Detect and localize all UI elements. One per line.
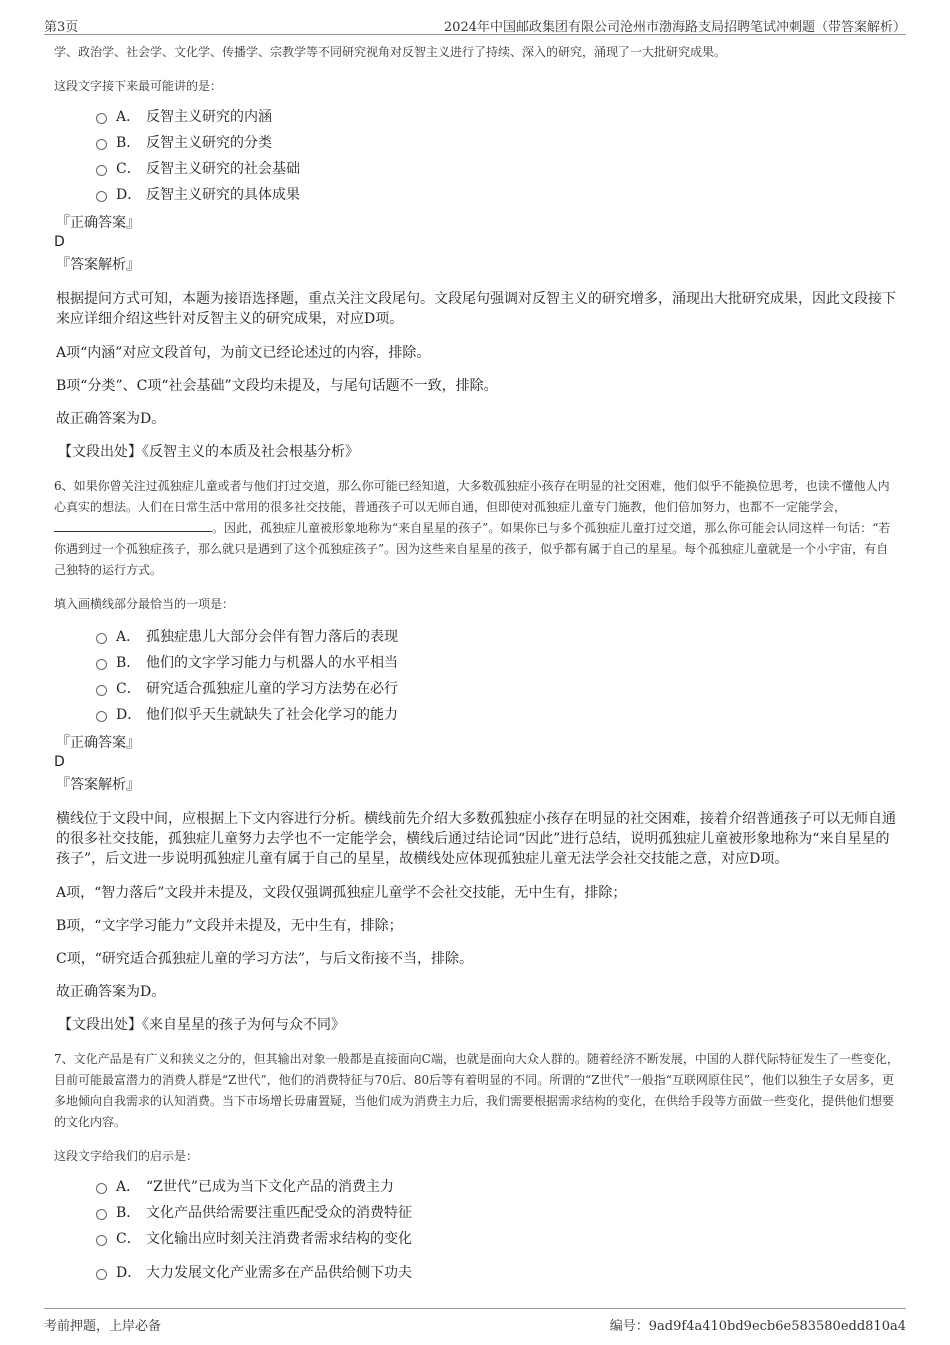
question-prompt: 这段文字给我们的启示是： xyxy=(54,1149,199,1163)
question-prompt: 这段文字接下来最可能讲的是： xyxy=(54,79,223,93)
option-d[interactable]: D． 他们似乎天生就缺失了社会化学习的能力 xyxy=(96,702,900,728)
analysis-paragraph: 根据提问方式可知，本题为接语选择题，重点关注文段尾句。文段尾句强调对反智主义的研究增多，涌现出大批研究成果，因此文段接下来应详细介绍这些针对反智主义的研究成果，对应D项。 xyxy=(56,291,896,327)
radio-icon[interactable] xyxy=(96,1183,107,1194)
option-c[interactable]: C． 研究适合孤独症儿童的学习方法势在必行 xyxy=(96,676,900,702)
option-c[interactable]: C． 反智主义研究的社会基础 xyxy=(96,156,900,182)
radio-icon[interactable] xyxy=(96,685,107,696)
radio-icon[interactable] xyxy=(96,659,107,670)
answer-value: D xyxy=(54,754,65,770)
question-prompt: 填入画横线部分最恰当的一项是： xyxy=(54,597,235,611)
analysis-label: 『答案解析』 xyxy=(56,257,140,273)
question-7 xyxy=(54,1049,900,1286)
document-title: 2024年中国邮政集团有限公司沧州市渤海路支局招聘笔试冲刺题（带答案解析） xyxy=(443,20,906,35)
analysis-paragraph: 故正确答案为D。 xyxy=(56,984,166,1000)
radio-icon[interactable] xyxy=(96,191,107,202)
option-a[interactable]: A． 反智主义研究的内涵 xyxy=(96,104,900,130)
passage-text: 6、如果你曾关注过孤独症儿童或者与他们打过交道，那么你可能已经知道，大多数孤独症小孩存在明显的社交困难，他们似乎不能换位思考，也读不懂他人内心真实的想法。人们在日常生活中常用的很多社交技能，普通孩子可以无师自通，但即使对孤独症儿童专门施教，他们倍加努力，也都不一定能学会，。因此，孤独症儿童被形象地称为“来自星星的孩子”。如果你已与多个孤独症儿童打过交道，那么你可能会认同这样一句话：“若你遇到过一个孤独症孩子，那么就只是遇到了这个孤独症孩子”。因为这些来自星星的孩子，似乎都有属于自己的星星。每个孤独症儿童就是一个小宇宙，有自己独特的运行方式。 xyxy=(54,479,891,577)
radio-icon[interactable] xyxy=(96,1235,107,1246)
option-b[interactable]: B． 文化产品供给需要注重匹配受众的消费特征 xyxy=(96,1200,900,1226)
radio-icon[interactable] xyxy=(96,1209,107,1220)
option-a[interactable]: A． 孤独症患儿大部分会伴有智力落后的表现 xyxy=(96,624,900,650)
document-id: 编号：9ad9f4a410bd9ecb6e583580edd810a4 xyxy=(609,1319,906,1334)
radio-icon[interactable] xyxy=(96,139,107,150)
analysis-paragraph: 故正确答案为D。 xyxy=(56,411,166,427)
fill-blank xyxy=(54,519,212,532)
option-b[interactable]: B． 反智主义研究的分类 xyxy=(96,130,900,156)
passage-source: 【文段出处】《来自星星的孩子为何与众不同》 xyxy=(58,1017,345,1033)
analysis-paragraph: 横线位于文段中间，应根据上下文内容进行分析。横线前先介绍大多数孤独症小孩存在明显的社交困难，接着介绍普通孩子可以无师自通的很多社交技能，孤独症儿童努力去学也不一定能学会，横线后通过结论词“因此”进行总结，说明孤独症儿童被形象地称为“来自星星的孩子”，后文进一步说明孤独症儿童有属于自己的星星，故横线处应体现孤独症儿童无法学会社交技能之意，对应D项。 xyxy=(56,811,896,867)
answer-label: 『正确答案』 xyxy=(56,215,140,231)
question-6 xyxy=(54,476,900,1035)
option-a[interactable]: A． “Z世代”已成为当下文化产品的消费主力 xyxy=(96,1174,900,1200)
page-footer xyxy=(44,1308,906,1334)
radio-icon[interactable] xyxy=(96,1269,107,1280)
document-body xyxy=(54,42,900,1286)
analysis-label: 『答案解析』 xyxy=(56,777,140,793)
radio-icon[interactable] xyxy=(96,113,107,124)
option-list xyxy=(96,624,900,728)
option-d[interactable]: D． 大力发展文化产业需多在产品供给侧下功夫 xyxy=(96,1260,900,1286)
page-number: 第3页 xyxy=(44,20,79,35)
option-list xyxy=(96,104,900,208)
passage-text: 学、政治学、社会学、文化学、传播学、宗教学等不同研究视角对反智主义进行了持续、深入的研究，涌现了一大批研究成果。 xyxy=(54,45,727,59)
analysis-paragraph: A项“内涵”对应文段首句，为前文已经论述过的内容，排除。 xyxy=(56,345,431,361)
radio-icon[interactable] xyxy=(96,633,107,644)
passage-source: 【文段出处】《反智主义的本质及社会根基分析》 xyxy=(58,444,359,460)
option-d[interactable]: D． 反智主义研究的具体成果 xyxy=(96,182,900,208)
radio-icon[interactable] xyxy=(96,711,107,722)
option-c[interactable]: C． 文化输出应时刻关注消费者需求结构的变化 xyxy=(96,1226,900,1252)
option-list xyxy=(96,1174,900,1286)
page-header xyxy=(44,14,906,35)
option-b[interactable]: B． 他们的文字学习能力与机器人的水平相当 xyxy=(96,650,900,676)
analysis-paragraph: B项，“文字学习能力”文段并未提及，无中生有，排除； xyxy=(56,918,403,934)
analysis-paragraph: A项，“智力落后”文段并未提及，文段仅强调孤独症儿童学不会社交技能，无中生有，排除； xyxy=(56,885,627,901)
analysis-paragraph: C项，“研究适合孤独症儿童的学习方法”，与后文衔接不当，排除。 xyxy=(56,951,474,967)
analysis-paragraph: B项“分类”、C项“社会基础”文段均未提及，与尾句话题不一致，排除。 xyxy=(56,378,498,394)
answer-value: D xyxy=(54,234,65,250)
passage-text: 7、文化产品是有广义和狭义之分的，但其输出对象一般都是直接面向C端，也就是面向大众人群的。随着经济不断发展，中国的人群代际特征发生了一些变化，目前可能最富潜力的消费人群是“Z世代”，他们的消费特征与70后、80后等有着明显的不同。所谓的“Z世代”一般指“互联网原住民”，他们以独生子女居多，更多地倾向自我需求的认知消费。当下市场增长毋庸置疑，当他们成为消费主力后，我们需要根据需求结构的变化，在供给手段等方面做一些变化，提供他们想要的文化内容。 xyxy=(54,1052,899,1129)
question-5 xyxy=(54,42,900,462)
answer-label: 『正确答案』 xyxy=(56,735,140,751)
footer-slogan: 考前押题，上岸必备 xyxy=(44,1319,162,1334)
radio-icon[interactable] xyxy=(96,165,107,176)
